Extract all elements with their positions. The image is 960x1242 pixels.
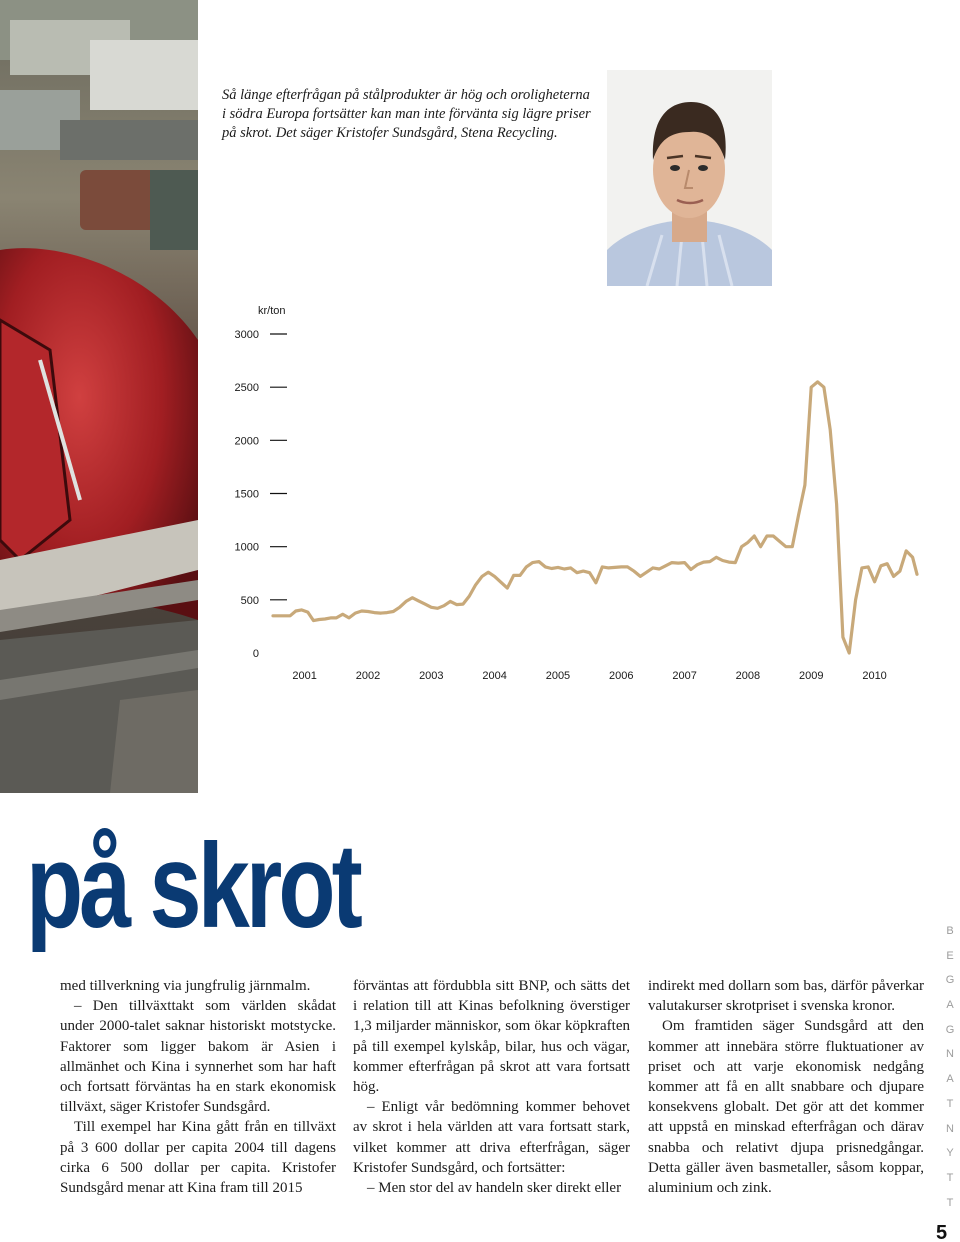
x-tick-label: 2007 <box>672 670 697 682</box>
portrait-photo <box>607 70 772 286</box>
body-column-3 <box>648 976 924 1198</box>
y-tick-label: 2500 <box>234 382 259 395</box>
x-tick-label: 2004 <box>482 670 507 682</box>
scrap-metal-photo <box>0 0 198 793</box>
body-column-2 <box>353 976 630 1198</box>
y-tick-label: 1000 <box>234 541 259 554</box>
x-tick-label: 2002 <box>355 670 381 682</box>
side-label-letter: G <box>945 974 955 987</box>
side-label-letter: N <box>946 1048 954 1061</box>
paragraph: Till exempel har Kina gått från en tillväxt på 3 600 dollar per capita 2004 till dagens cirka 6 500 dollar per capita. Kristofer Sundsgård menar att Kina fram till 2015 <box>60 1119 336 1197</box>
x-tick-label: 2005 <box>545 670 571 682</box>
side-label-letter: N <box>946 1122 954 1135</box>
price-series-line <box>273 382 917 653</box>
side-label-letter: A <box>946 999 954 1012</box>
side-label-letter: T <box>946 1171 954 1184</box>
paragraph: med tillverkning via jungfrulig järnmalm. <box>60 978 311 994</box>
x-tick-label: 2010 <box>862 670 887 682</box>
paragraph: – Men stor del av handeln sker direkt eller <box>367 1180 622 1197</box>
x-tick-label: 2008 <box>735 670 761 682</box>
paragraph: Om framtiden säger Sundsgård att den kommer att innebära större fluktuationer av priset och att varje ekonomisk nedgång kommer att få en allt snabbare och djupare konsekvens globalt. Det gör att det kommer att uppstå en minskad efterfrågan och därav snabba och relativt djupa prisnedgångar. Detta gäller även basmetaller, såsom koppar, aluminium och zink. <box>648 1018 924 1197</box>
scrap-price-chart <box>225 290 925 690</box>
y-tick-label: 0 <box>252 648 259 660</box>
side-label-letter: E <box>946 949 954 962</box>
paragraph: – Den tillväxttakt som världen skådat under 2000-talet saknar historiskt motstycke. Faktorer som ligger bakom är Asien i allmänhet och Kina i synnerhet som har haft och fortsatt förväntas ha en stark ekonomisk tillväxt, säger Kristofer Sundsgård. <box>60 998 336 1116</box>
x-tick-label: 2006 <box>609 670 634 682</box>
x-tick-label: 2009 <box>799 670 824 682</box>
body-column-1 <box>60 976 336 1198</box>
intro-text: Så länge efterfrågan på stålprodukter är hög och oroligheterna i södra Europa fortsätter kan man inte förvänta sig lägre priser på skrot. Det säger Kristofer Sundsgård, Stena Recycling. <box>222 87 591 141</box>
side-label-letter: A <box>946 1073 954 1086</box>
paragraph: förväntas att fördubbla sitt BNP, och sätts det i relation till att Kinas befolkning överstiger 1,3 miljarder människor, som ökar köpkraften på till exempel kylskåp, bilar, hus och vägar, kommer efterfrågan på skrot att vara fortsatt hög. <box>353 978 630 1096</box>
paragraph: – Enligt vår bedömning kommer behovet av skrot i hela världen att vara fortsatt stark, vilket kommer att driva efterfrågan, säger Kristofer Sundsgård, och fortsätter: <box>353 1099 630 1176</box>
headline: på skrot <box>26 819 359 953</box>
y-tick-label: 500 <box>240 594 259 607</box>
side-label-letter: Y <box>946 1147 954 1160</box>
y-tick-label: 1500 <box>234 488 259 501</box>
side-label-letter: G <box>945 1023 955 1036</box>
y-tick-label: 2000 <box>234 435 259 448</box>
paragraph: indirekt med dollarn som bas, därför påverkar valutakurser skrotpriset i svenska kronor. <box>648 978 924 1015</box>
y-axis-label: kr/ton <box>258 305 286 317</box>
x-tick-label: 2001 <box>292 670 317 682</box>
section-side-label <box>940 926 960 1222</box>
y-tick-label: 3000 <box>234 329 259 341</box>
x-axis <box>292 670 886 682</box>
side-label-letter: T <box>946 1097 954 1110</box>
page-number: 5 <box>936 1222 948 1242</box>
y-axis <box>235 329 287 660</box>
side-label-letter: B <box>946 925 954 937</box>
x-tick-label: 2003 <box>419 670 444 682</box>
side-label-letter: T <box>946 1196 954 1209</box>
